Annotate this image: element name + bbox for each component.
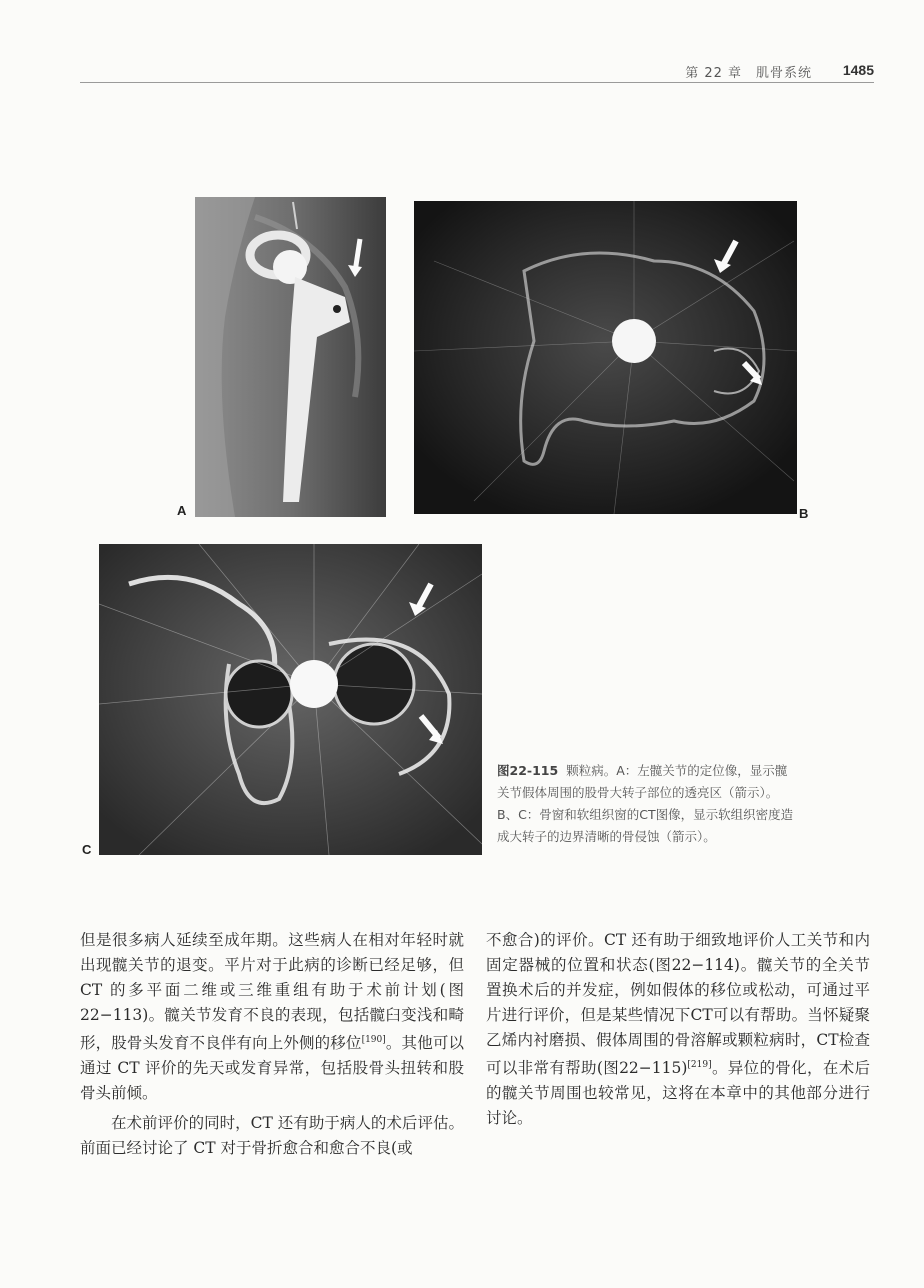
panel-label-b: B [799, 506, 809, 521]
ct-soft-tissue-window-image [99, 544, 482, 855]
body-column-right [486, 928, 870, 1131]
body-text: 。其他可以通过 CT 评价的先天或发育异常，包括股骨头扭转和股骨头前倾。 [80, 1034, 464, 1103]
figure-panel-a [195, 197, 386, 517]
body-text: 不愈合)的评价。CT 还有助于细致地评价人工关节和内固定器械的位置和状态(图22−114)。髋关节的全关节置换术后的并发症，例如假体的移位或松动，可通过平片进行评价，但是某些情况下CT可以有帮助。当怀疑聚乙烯内衬磨损、假体周围的骨溶解或颗粒病时，CT检查可以非常有帮助(图22−115) [486, 931, 870, 1078]
chapter-title: 第 22 章 肌骨系统 [685, 66, 812, 81]
figure-panel-b [414, 201, 797, 514]
radiograph-a-image [195, 197, 386, 517]
body-text: 。异位的骨化，在术后的髋关节周围也较常见，这将在本章中的其他部分进行讨论。 [486, 1059, 870, 1128]
reference-mark: [190] [361, 1035, 386, 1045]
panel-label-c: C [82, 842, 92, 857]
paragraph: 在术前评价的同时，CT 还有助于病人的术后评估。前面已经讨论了 CT 对于骨折愈合和愈合不良(或 [80, 1114, 464, 1158]
panel-label-a: A [177, 503, 187, 518]
figure-number: 图22-115 [497, 763, 559, 778]
header-rule [80, 82, 874, 83]
paragraph [80, 928, 464, 1106]
body-column-left [80, 928, 464, 1161]
ct-bone-window-image [414, 201, 797, 514]
figure-caption [497, 760, 797, 848]
page-number: 1485 [842, 62, 874, 78]
caption-text: 颗粒病。A：左髋关节的定位像，显示髋关节假体周围的股骨大转子部位的透亮区（箭示）。B、C：骨窗和软组织窗的CT图像，显示软组织密度造成大转子的边界清晰的骨侵蚀（箭示）。 [497, 763, 794, 844]
figure-panel-c [99, 544, 482, 855]
paragraph [486, 928, 870, 1131]
reference-mark: [219] [687, 1060, 712, 1070]
running-header [80, 62, 874, 82]
body-text: 但是很多病人延续至成年期。这些病人在相对年轻时就出现髋关节的退变。平片对于此病的诊断已经足够，但 CT 的多平面二维或三维重组有助于术前计划(图22−113)。髋关节发育不良的表现，包括髋臼变浅和畸形，股骨头发育不良伴有向上外侧的移位 [80, 931, 464, 1053]
